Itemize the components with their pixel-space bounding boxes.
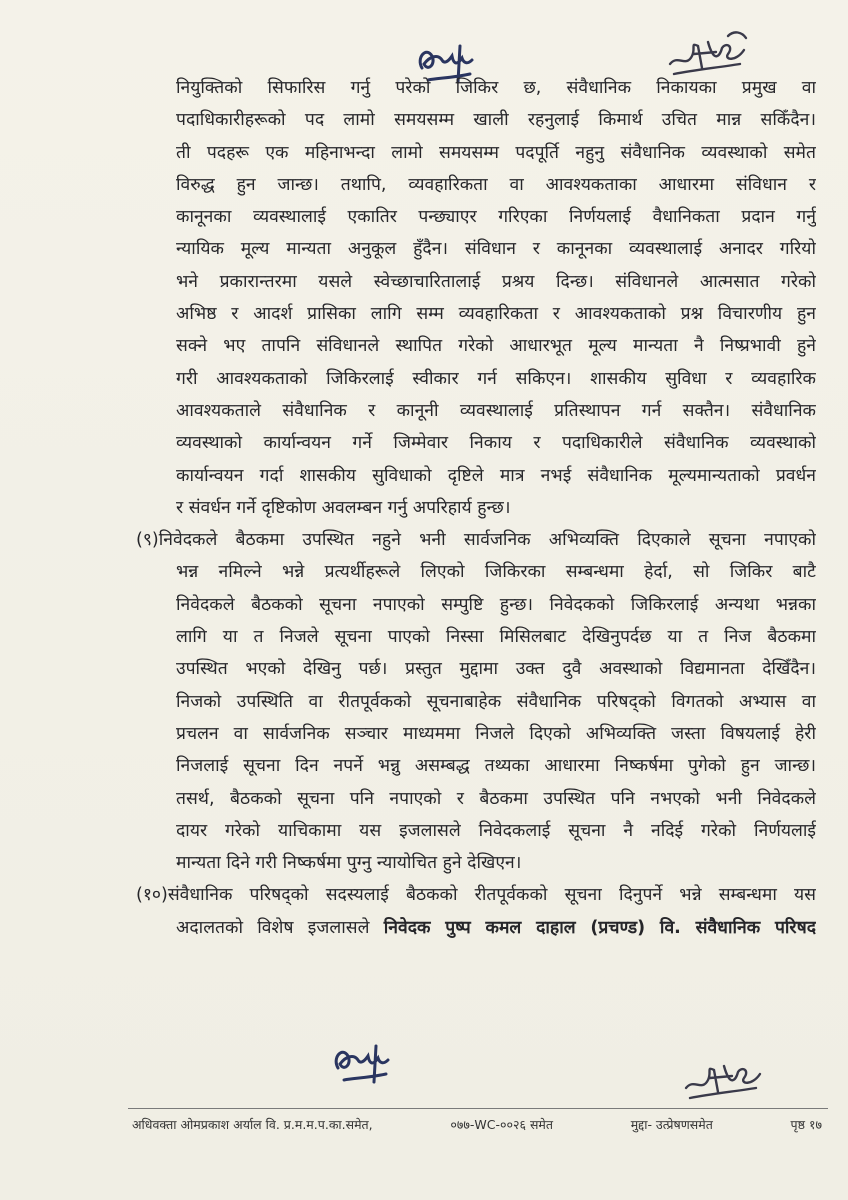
text-line: लागि या त निजले सूचना पाएको निस्सा मिसिलबाट देखिनुपर्दछ या त निज बैठकमा: [176, 627, 816, 648]
text-line: निवेदकले बैठकको सूचना नपाएको सम्पुष्टि हुन्छ। निवेदकको जिकिरलाई अन्यथा भन्नका: [176, 594, 816, 615]
case-citation: निवेदक पुष्प कमल दाहाल (प्रचण्ड) वि. संवैधानिक परिषद: [383, 917, 816, 938]
text-line-final: [176, 912, 816, 944]
text-line: व्यवस्थाको कार्यान्वयन गर्ने जिम्मेवार निकाय र पदाधिकारीले संवैधानिक व्यवस्थाको: [176, 433, 816, 454]
text-line: गरी आवश्यकताको जिकिरलाई स्वीकार गर्न सकिएन। शासकीय सुविधा र व्यवहारिक: [176, 368, 816, 389]
text-line: मान्यता दिने गरी निष्कर्षमा पुग्नु न्यायोचित हुने देखिएन।: [176, 853, 522, 874]
text-line: दायर गरेको याचिकामा यस इजलासले निवेदकलाई सूचना नै नदिई गरेको निर्णयलाई: [176, 820, 816, 841]
text-line: कानूनका व्यवस्थालाई एकातिर पन्छ्याएर गरिएका निर्णयलाई वैधानिकता प्रदान गर्नु: [176, 207, 816, 228]
text-line: विरुद्ध हुन जान्छ। तथापि, व्यवहारिकता वा आवश्यकताका आधारमा संविधान र: [176, 174, 816, 195]
text-line: उपस्थित भएको देखिनु पर्छ। प्रस्तुत मुद्दामा उक्त दुवै अवस्थाको विद्यमानता देखिँदैन।: [176, 659, 816, 680]
text-line: निजको उपस्थिति वा रीतपूर्वकको सूचनाबाहेक संवैधानिक परिषद्को विगतको अभ्यास वा: [176, 691, 816, 712]
text-line: भने प्रकारान्तरमा यसले स्वेच्छाचारितालाई प्रश्रय दिन्छ। संविधानले आत्मसात गरेको: [176, 271, 816, 292]
text-line: पदाधिकारीहरूको पद लामो समयसम्म खाली रहनुलाई किमार्थ उचित मान्न सकिँदैन।: [176, 110, 816, 131]
text-line: र संवर्धन गर्ने दृष्टिकोण अवलम्बन गर्नु अपरिहार्य हुन्छ।: [176, 497, 511, 518]
footer-case-number: ०७७-WC-००२६ समेत: [450, 1117, 553, 1132]
signature-bottom-center: [326, 1040, 402, 1088]
footer-case-title: अधिवक्ता ओमप्रकाश अर्याल वि. प्र.म.म.प.का.समेत,: [132, 1117, 373, 1132]
text-line: भन्न नमिल्ने भन्ने प्रत्यर्थीहरूले लिएको जिकिरका सम्बन्धमा हेर्दा, सो जिकिर बाटै: [176, 562, 816, 583]
page-footer: [132, 1116, 822, 1133]
signature-bottom-right: [680, 1052, 766, 1102]
text-line: तसर्थ, बैठकको सूचना पनि नपाएको र बैठकमा उपस्थित पनि नभएको भनी निवेदकले: [176, 788, 816, 809]
paragraph-10-start: (१०)संवैधानिक परिषद्को सदस्यलाई बैठकको रीतपूर्वकको सूचना दिनुपर्ने भन्ने सम्बन्धमा यस: [136, 885, 816, 906]
text-line: न्यायिक मूल्य मान्यता अनुकूल हुँदैन। संविधान र कानूनका व्यवस्थालाई अनादर गरियो: [176, 239, 816, 260]
text-line: नियुक्तिको सिफारिस गर्नु परेको जिकिर छ, संवैधानिक निकायका प्रमुख वा: [176, 78, 816, 98]
text-line: सक्ने भए तापनि संविधानले स्थापित गरेको आधारभूत मूल्य मान्यता नै निष्प्रभावी हुने: [176, 336, 816, 357]
text-line: कार्यान्वयन गर्दा शासकीय सुविधाको दृष्टिले मात्र नभई संवैधानिक मूल्यमान्यताको प्रवर्धन: [176, 465, 816, 486]
paragraph-9-start: (९)निवेदकले बैठकमा उपस्थित नहुने भनी सार्वजनिक अभिव्यक्ति दिएकाले सूचना नपाएको: [136, 530, 816, 551]
body-text: [136, 72, 816, 944]
final-line-text: अदालतको विशेष इजलासले: [176, 917, 384, 938]
text-line: आवश्यकताले संवैधानिक र कानूनी व्यवस्थालाई प्रतिस्थापन गर्न सक्तैन। संवैधानिक: [176, 400, 816, 421]
text-line: निजलाई सूचना दिन नपर्ने भन्नु असम्बद्ध तथ्यका आधारमा निष्कर्षमा पुगेको हुन जान्छ।: [176, 756, 816, 777]
text-line: ती पदहरू एक महिनाभन्दा लामो समयसम्म पदपूर्ति नहुनु संवैधानिक व्यवस्थाको समेत: [176, 142, 816, 163]
footer-divider: [128, 1108, 828, 1109]
footer-subject: मुद्दा- उत्प्रेषणसमेत: [630, 1117, 713, 1132]
footer-page-number: पृष्ठ १७: [790, 1117, 822, 1132]
text-line: प्रचलन वा सार्वजनिक सञ्चार माध्यममा निजले दिएको अभिव्यक्ति जस्ता विषयलाई हेरी: [176, 723, 816, 744]
text-line: अभिष्ठ र आदर्श प्रासिका लागि सम्म व्यवहारिकता र आवश्यकताको प्रश्न विचारणीय हुन: [176, 304, 816, 325]
